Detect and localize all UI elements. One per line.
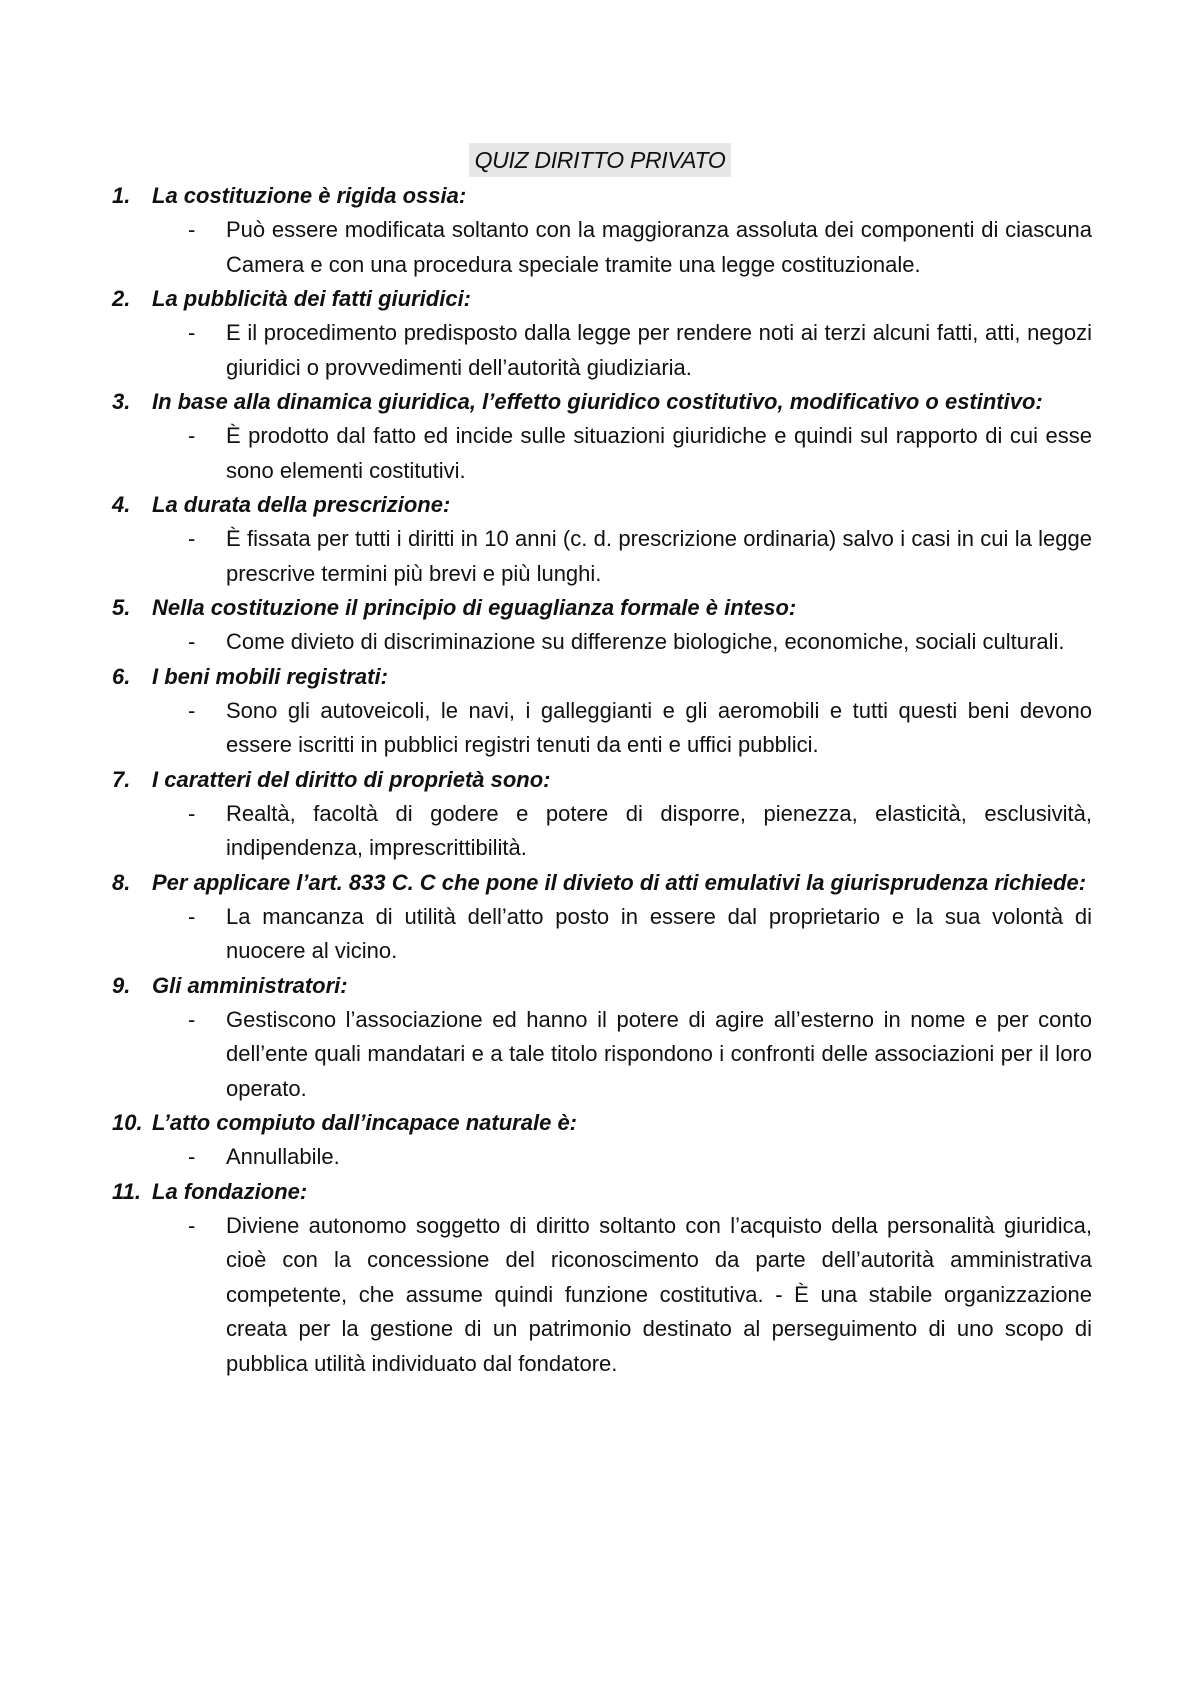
question-item-11 [112, 1175, 1092, 1382]
question-text: La pubblicità dei fatti giuridici: [152, 286, 472, 311]
question-heading [112, 763, 1092, 797]
question-number: 1. [112, 183, 131, 208]
question-item-9 [112, 969, 1092, 1107]
answer [112, 419, 1092, 488]
question-item-3 [112, 385, 1092, 488]
question-list [112, 179, 1092, 1381]
answer [112, 1209, 1092, 1382]
question-text: Per applicare l’art. 833 C. C che pone il divieto di atti emulativi la giurisprudenza richiede: [152, 869, 1087, 895]
answer-dash: - [188, 1212, 196, 1238]
question-heading [112, 179, 1092, 213]
question-item-2 [112, 282, 1092, 385]
answer-text: Può essere modificata soltanto con la maggioranza assoluta dei componenti di ciascuna Camera e con una procedura speciale tramite una legge costituzionale. [226, 217, 1092, 277]
question-text: La fondazione: [152, 1178, 308, 1204]
answer-text: Diviene autonomo soggetto di diritto soltanto con l’acquisto della personalità giuridica, cioè con la concessione del riconoscimento da parte dell’autorità amministrativa competente, che assume quindi funzione costitutiva. - È una stabile organizzazione creata per la gestione di un patrimonio destinato al perseguimento di uno scopo di pubblica utilità individuato dal fondatore. [226, 1212, 1092, 1376]
answer [112, 1003, 1092, 1107]
question-text: Nella costituzione il principio di eguaglianza formale è inteso: [152, 595, 797, 620]
answer-text: Realtà, facoltà di godere e potere di disporre, pienezza, elasticità, esclusività, indipendenza, imprescrittibilità. [226, 800, 1092, 860]
answer-text: Annullabile. [226, 1144, 340, 1169]
answer-dash: - [188, 423, 196, 448]
question-number: 11. [112, 1178, 141, 1204]
question-number: 3. [112, 389, 131, 414]
answer [112, 797, 1092, 866]
question-text: La costituzione è rigida ossia: [152, 183, 467, 208]
question-number: 6. [112, 663, 131, 689]
answer [112, 1140, 1092, 1175]
question-item-1 [112, 179, 1092, 282]
question-number: 8. [112, 869, 131, 895]
answer-dash: - [188, 903, 196, 929]
question-number: 4. [112, 492, 131, 517]
question-heading [112, 866, 1092, 900]
answer-text: Gestiscono l’associazione ed hanno il potere di agire all’esterno in nome e per conto dell’ente quali mandatari e a tale titolo rispondono i confronti delle associazioni per il loro operato. [226, 1006, 1092, 1101]
answer-dash: - [188, 800, 196, 826]
answer-text: Come divieto di discriminazione su differenze biologiche, economiche, sociali culturali. [226, 629, 1065, 654]
title-wrap [0, 143, 1200, 177]
answer [112, 522, 1092, 591]
question-heading [112, 591, 1092, 625]
question-item-8 [112, 866, 1092, 969]
question-heading [112, 1106, 1092, 1140]
question-item-7 [112, 763, 1092, 866]
answer-text: È prodotto dal fatto ed incide sulle situazioni giuridiche e quindi sul rapporto di cui esse sono elementi costitutivi. [226, 423, 1092, 483]
answer [112, 213, 1092, 282]
answer-dash: - [188, 526, 196, 551]
answer-text: È fissata per tutti i diritti in 10 anni (c. d. prescrizione ordinaria) salvo i casi in cui la legge prescrive termini più brevi e più lunghi. [226, 526, 1092, 586]
answer-dash: - [188, 697, 196, 723]
question-item-5 [112, 591, 1092, 660]
answer-dash: - [188, 217, 196, 242]
document-title: QUIZ DIRITTO PRIVATO [469, 143, 732, 177]
question-number: 2. [112, 286, 131, 311]
question-number: 7. [112, 766, 131, 792]
answer-text: La mancanza di utilità dell’atto posto in essere dal proprietario e la sua volontà di nuocere al vicino. [226, 903, 1092, 963]
answer [112, 316, 1092, 385]
answer-text: Sono gli autoveicoli, le navi, i galleggianti e gli aeromobili e tutti questi beni devono essere iscritti in pubblici registri tenuti da enti e uffici pubblici. [226, 697, 1092, 757]
answer-dash: - [188, 320, 196, 345]
question-number: 10. [112, 1110, 143, 1135]
question-heading [112, 385, 1092, 419]
question-heading [112, 488, 1092, 522]
question-text: I caratteri del diritto di proprietà sono: [152, 766, 551, 792]
question-text: La durata della prescrizione: [152, 492, 451, 517]
question-item-6 [112, 660, 1092, 763]
question-text: Gli amministratori: [152, 972, 348, 998]
question-text: In base alla dinamica giuridica, l’effetto giuridico costitutivo, modificativo o estintivo: [152, 389, 1043, 414]
question-heading [112, 282, 1092, 316]
question-text: I beni mobili registrati: [152, 663, 388, 689]
question-number: 9. [112, 972, 131, 998]
question-item-10 [112, 1106, 1092, 1175]
answer [112, 694, 1092, 763]
answer-text: E il procedimento predisposto dalla legge per rendere noti ai terzi alcuni fatti, atti, negozi giuridici o provvedimenti dell’autorità giudiziaria. [226, 320, 1092, 380]
answer-dash: - [188, 1144, 196, 1169]
question-number: 5. [112, 595, 131, 620]
question-heading [112, 660, 1092, 694]
answer [112, 625, 1092, 660]
question-item-4 [112, 488, 1092, 591]
answer [112, 900, 1092, 969]
answer-dash: - [188, 629, 196, 654]
question-heading [112, 1175, 1092, 1209]
answer-dash: - [188, 1006, 196, 1032]
question-text: L’atto compiuto dall’incapace naturale è: [152, 1110, 578, 1135]
question-heading [112, 969, 1092, 1003]
